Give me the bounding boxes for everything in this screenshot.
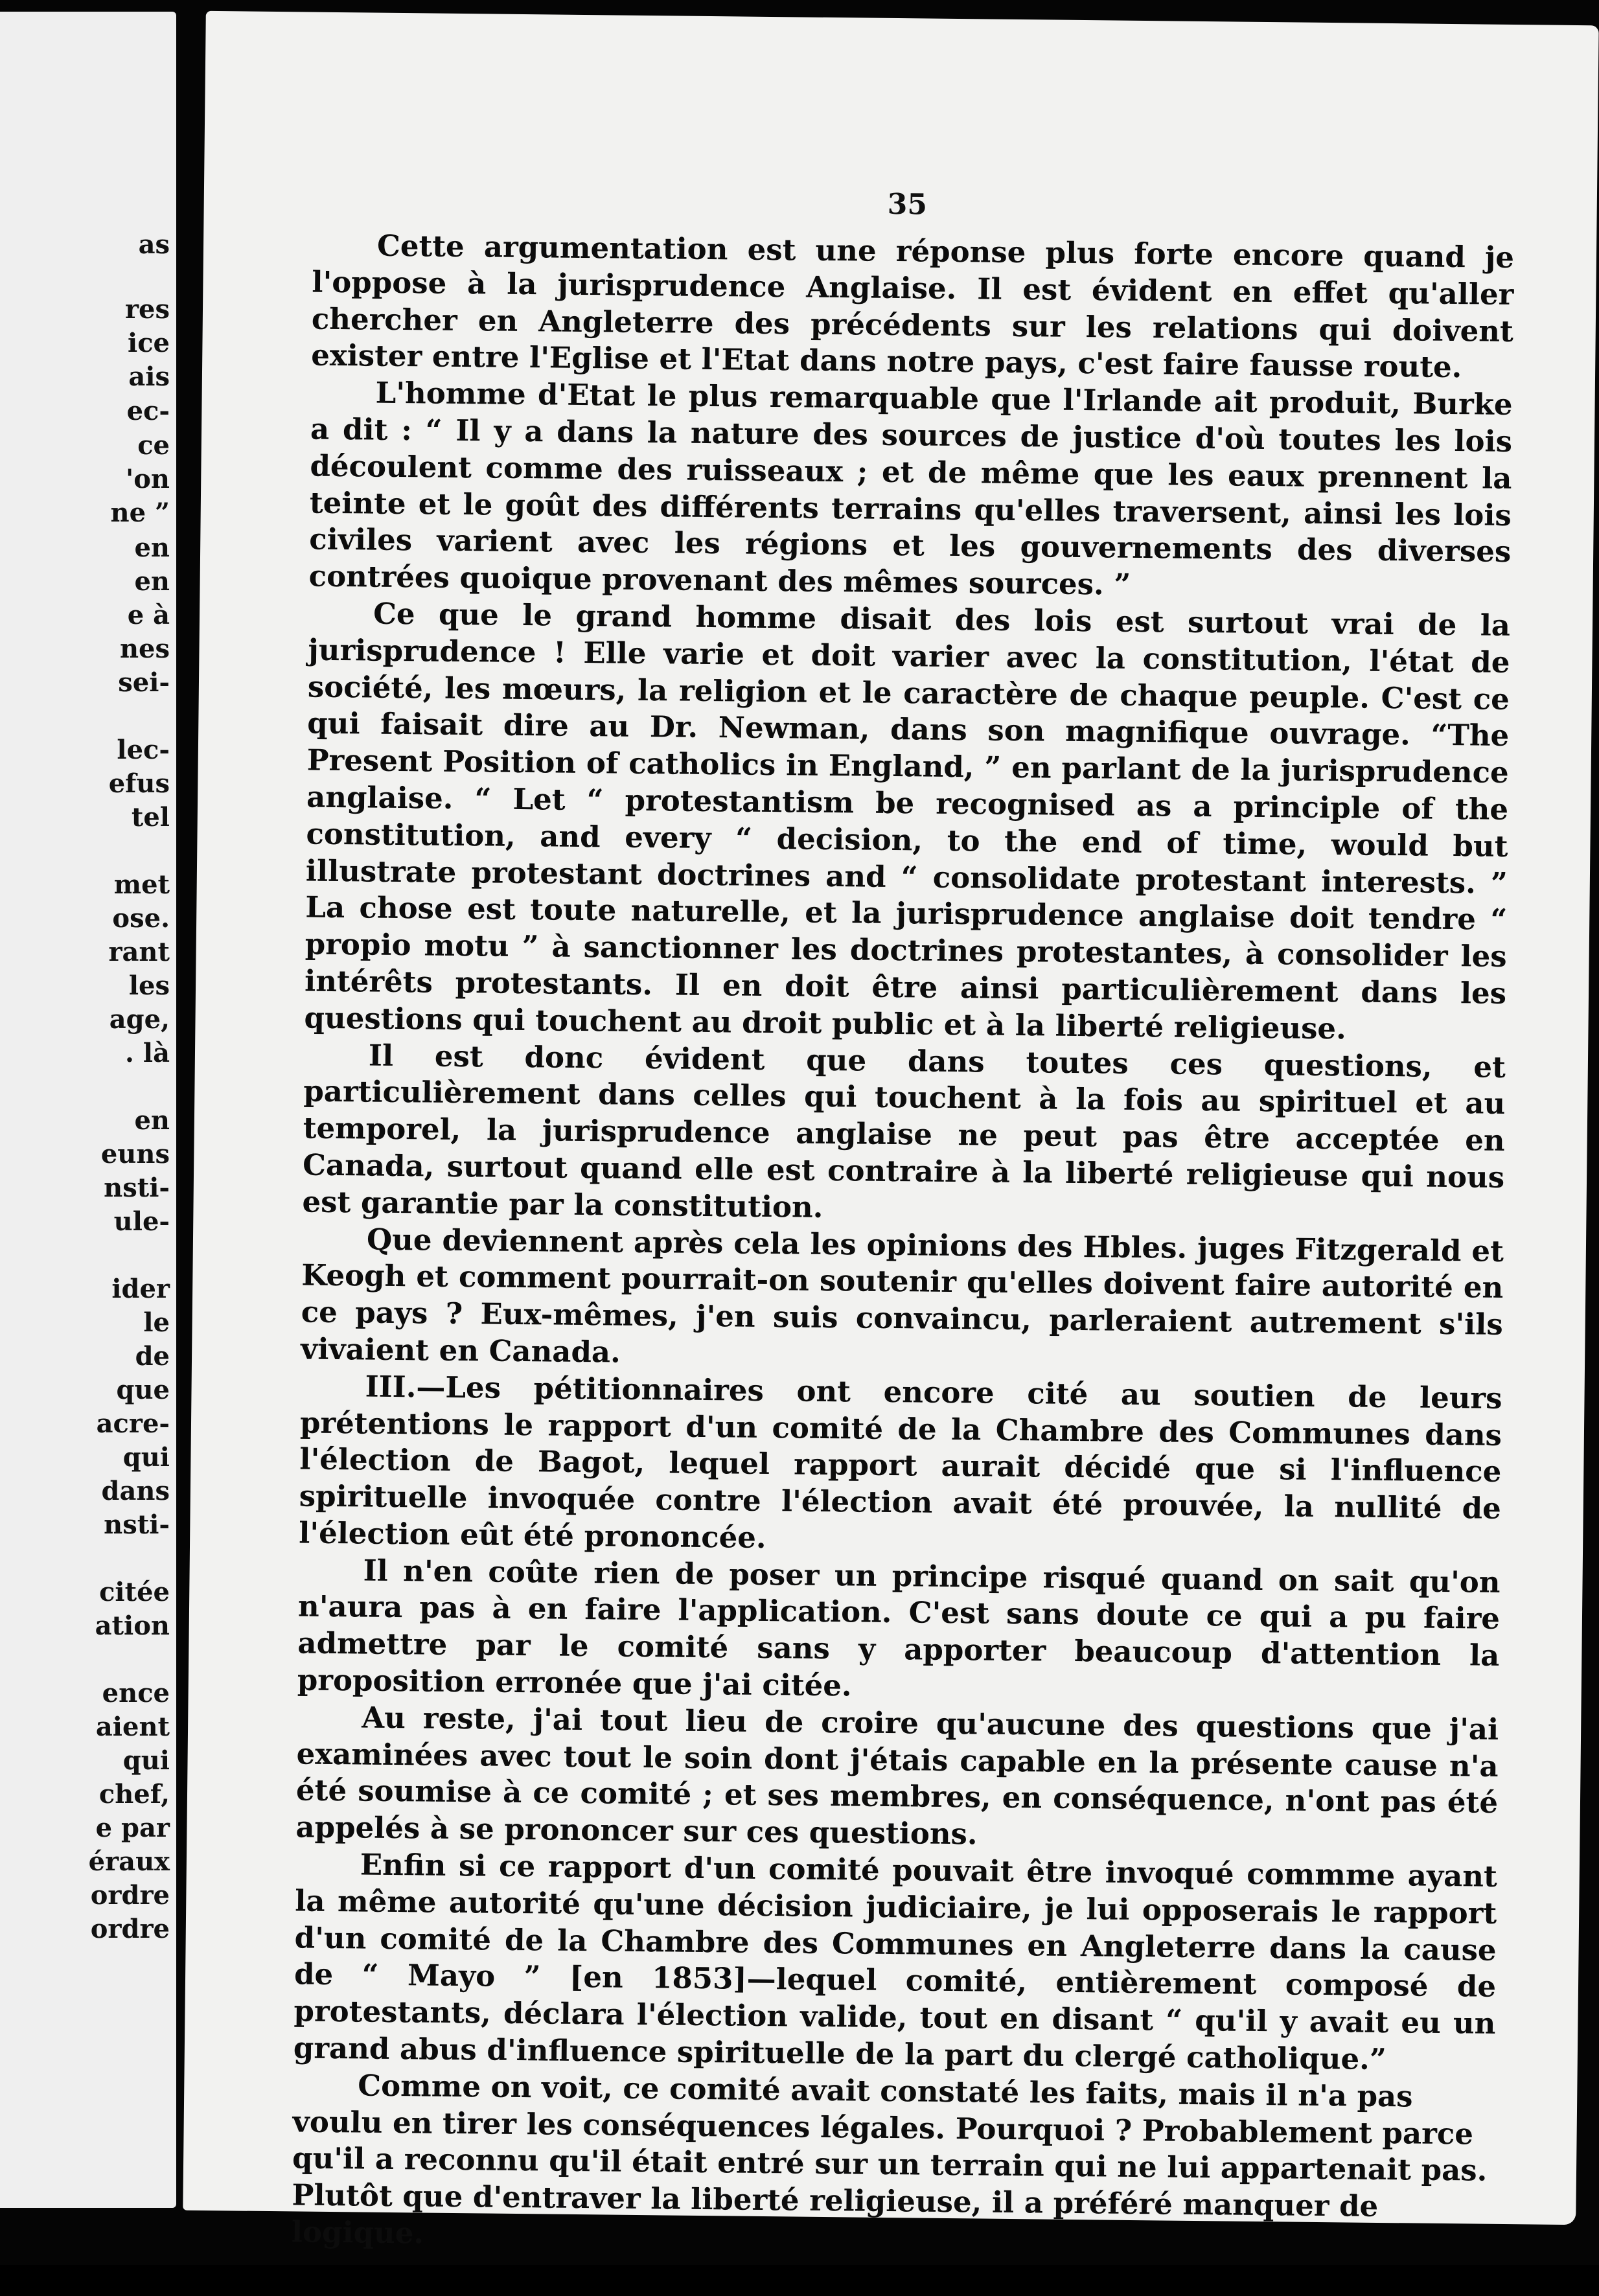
left-fragment: ais <box>128 362 170 392</box>
paragraph: Comme on voit, ce comité avait constaté les faits, mais il n'a pas voulu en tirer les conséquences légales. Pourquoi ? Probablement parce qu'il a reconnu qu'il était entré sur un terrain qui ne lui appartenait pas. Plutôt que d'entraver la liberté religieuse, il a préféré manquer de logique. <box>291 2068 1488 2251</box>
left-fragment: acre- <box>96 1408 170 1439</box>
left-fragment: nsti- <box>104 1510 170 1540</box>
left-fragment: ordre <box>90 1880 170 1911</box>
paragraph: Au reste, j'ai tout lieu de croire qu'aucune des questions que j'ai examinées avec tout le soin dont j'étais capable en la présente cause n'a été soumise à ce comité ; et ses membres, en conséquence, n'ont pas été appelés à se prononcer sur ces questions. <box>295 1700 1499 1852</box>
left-fragment: ne ” <box>110 498 170 528</box>
page-number: 35 <box>887 187 928 222</box>
left-fragment: age, <box>109 1004 170 1035</box>
paragraph: III.—Les pétitionnaires ont encore cité au soutien de leurs prétentions le rapport d'un comité de la Chambre des Communes dans l'élection de Bagot, lequel rapport aurait décidé que si l'influence spirituelle invoquée contre l'élection avait été prouvée, la nullité de l'élection eût été prononcée. <box>298 1369 1502 1555</box>
paragraph: Enfin si ce rapport d'un comité pouvait être invoqué commme ayant la même autorité qu'une décision judiciaire, je lui opposerais le rapport d'un comité de la Chambre des Communes en Angleterre dans la cause de “ Mayo ” [en 1853]—lequel comité, entièrement composé de protestants, déclara l'élection valide, tout en disant “ qu'il y avait eu un grand abus d'influence spirituelle de la part du clergé catholique.” <box>293 1847 1498 2077</box>
left-fragment: . là <box>125 1038 170 1068</box>
paragraph: Il n'en coûte rien de poser un principe risqué quand on sait qu'on n'aura pas à en faire l'application. C'est sans doute ce qui a pu faire admettre par le comité sans y apporter beaucoup d'attention la proposition erronée que j'ai citée. <box>297 1553 1501 1703</box>
left-fragment: e à <box>127 600 170 630</box>
left-fragment: res <box>124 294 170 325</box>
left-fragment: en <box>134 533 170 563</box>
left-fragment: en <box>134 566 170 597</box>
left-fragment: ider <box>111 1274 170 1304</box>
left-fragment: qui <box>122 1442 170 1473</box>
left-fragment: tel <box>131 802 170 832</box>
left-fragment: éraux <box>88 1846 170 1877</box>
paragraph: L'homme d'Etat le plus remarquable que l'Irlande ait produit, Burke a dit : “ Il y a dans la nature des sources de justice d'où toutes les lois découlent comme des ruisseaux ; et de même que les eaux prennent la teinte et le goût des différents terrains qu'elles traversent, ainsi les lois civiles varient avec les régions et les gouvernements des diverses contrées quoique provenant des mêmes sources. ” <box>308 375 1513 603</box>
left-fragment: euns <box>100 1139 170 1169</box>
left-fragment: qui <box>122 1745 170 1776</box>
scan-border <box>0 2265 1599 2296</box>
left-fragment: rant <box>108 937 170 967</box>
left-fragment: aient <box>95 1712 170 1742</box>
left-fragment: nes <box>119 634 170 664</box>
paragraph: Que deviennent après cela les opinions des Hbles. juges Fitzgerald et Keogh et comment pourrait-on soutenir qu'elles doivent faire autorité en ce pays ? Eux-mêmes, j'en suis convaincu, parleraient autrement s'ils vivaient en Canada. <box>300 1222 1504 1370</box>
left-fragment: efus <box>108 768 170 799</box>
left-fragment: ice <box>128 328 170 358</box>
left-fragment: le <box>143 1307 170 1338</box>
left-fragment: e par <box>95 1813 170 1843</box>
left-fragment: met <box>113 869 170 900</box>
left-fragment: sei- <box>118 667 170 698</box>
paragraph: Cette argumentation est une réponse plus forte encore quand je l'oppose à la jurisprudence Anglaise. Il est évident en effet qu'aller chercher en Angleterre des précédents sur les relations qui doivent exister entre l'Eglise et l'Etat dans notre pays, c'est faire fausse route. <box>310 228 1515 385</box>
left-fragment: ce <box>137 430 170 461</box>
left-fragment: que <box>116 1375 170 1405</box>
left-fragment: ule- <box>113 1206 170 1237</box>
left-fragment: citée <box>99 1577 170 1607</box>
left-fragment: ec- <box>126 396 170 426</box>
document-page <box>183 11 1598 2251</box>
left-fragment: ose. <box>112 903 170 934</box>
left-fragment: ation <box>95 1611 170 1641</box>
left-fragment: dans <box>101 1476 170 1506</box>
left-fragment: en <box>134 1105 170 1136</box>
left-fragment: ence <box>102 1678 170 1708</box>
paragraph: Ce que le grand homme disait des lois est surtout vrai de la jurisprudence ! Elle varie et doit varier avec la constitution, l'état de société, les mœurs, la religion et le caractère de chaque peuple. C'est ce qui faisait dire au Dr. Newman, dans son magnifique ouvrage. “The Present Position of catholics in England, ” en parlant de la jurisprudence anglaise. “ Let “ protestantism be recognised as a principle of the constitution, and every “ decision, to the end of time, would but illustrate protestant doctrines and “ consolidate protestant interests. ” La chose est toute naturelle, et la jurisprudence anglaise doit tendre “ propio motu ” à sanctionner les doctrines protestantes, à consolider les intérêts protestants. Il en doit être ainsi particulièrement dans les questions qui touchent au droit public et à la liberté religieuse. <box>304 596 1511 1046</box>
left-fragment: lec- <box>117 735 170 765</box>
paragraph: Il est donc évident que dans toutes ces questions, et particulièrement dans celles qui touchent à la fois au spirituel et au temporel, la jurisprudence anglaise ne peut pas être acceptée en Canada, surtout quand elle est contraire à la liberté religieuse qui nous est garantie par la constitution. <box>302 1038 1506 1224</box>
left-fragment: 'on <box>125 464 170 494</box>
left-fragment: les <box>128 970 170 1001</box>
left-fragment: ordre <box>90 1914 170 1944</box>
left-fragment: de <box>135 1341 170 1372</box>
previous-page-fragment <box>0 12 176 2208</box>
left-fragment: as <box>138 229 170 260</box>
left-fragment: chef, <box>98 1779 170 1809</box>
left-fragment: nsti- <box>104 1173 170 1203</box>
body-text <box>292 227 1515 2264</box>
